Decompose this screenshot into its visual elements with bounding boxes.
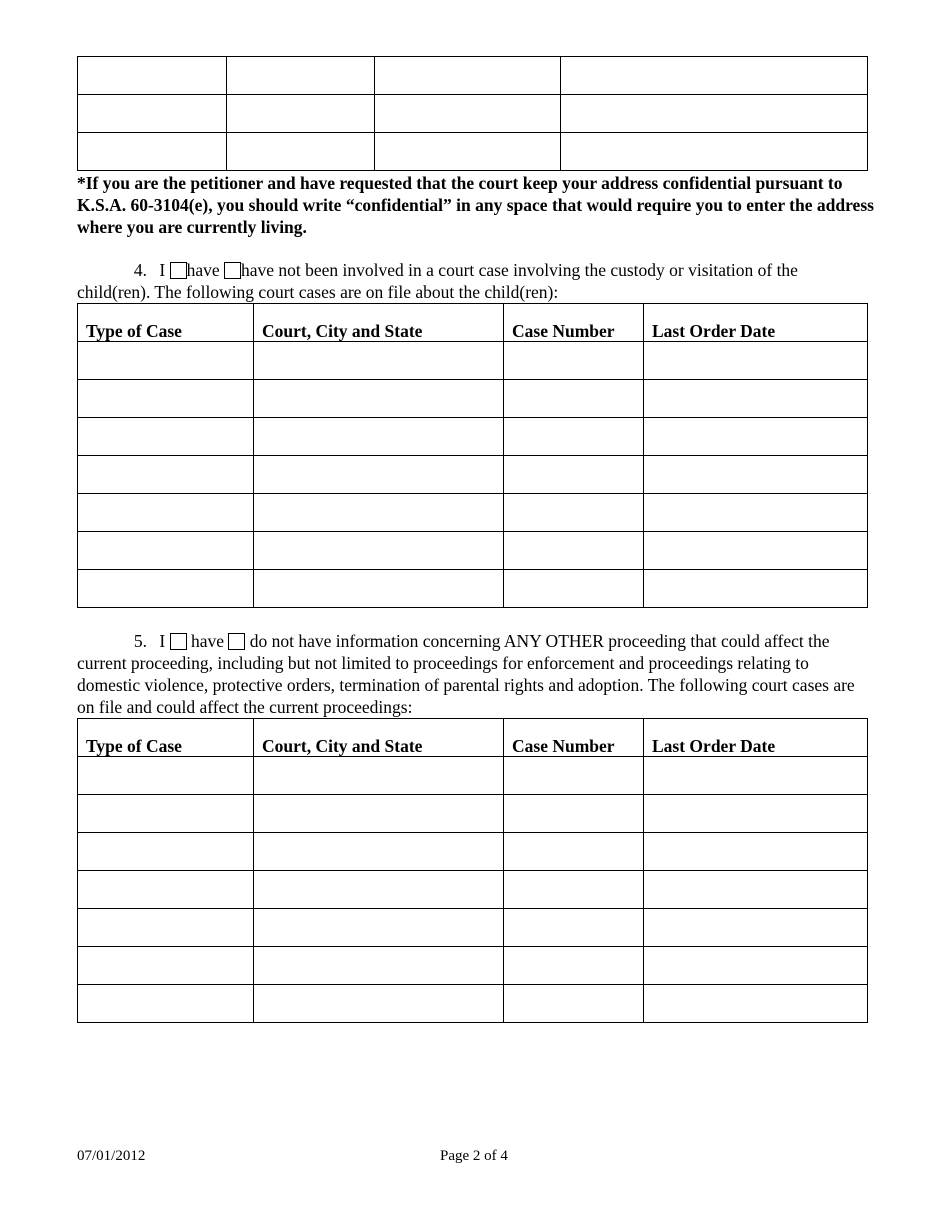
table-cell[interactable] bbox=[78, 342, 254, 380]
table-cell[interactable] bbox=[78, 985, 254, 1023]
table-row bbox=[78, 833, 868, 871]
table-row bbox=[78, 795, 868, 833]
header-case-number: Case Number bbox=[504, 719, 644, 757]
table-cell[interactable] bbox=[504, 757, 644, 795]
table-cell[interactable] bbox=[504, 570, 644, 608]
item-4-have-label: have bbox=[186, 260, 220, 280]
table-row bbox=[78, 985, 868, 1023]
confidential-address-note: *If you are the petitioner and have requested that the court keep your address confidential pursuant to K.S.A. 60-3104(e), you should write “confidential” in any space that would require you to enter the address where you are currently living. bbox=[77, 173, 874, 237]
table-header-row bbox=[78, 304, 868, 342]
table-cell[interactable] bbox=[78, 757, 254, 795]
table-cell[interactable] bbox=[78, 133, 227, 171]
table-cell[interactable] bbox=[78, 795, 254, 833]
table-cell[interactable] bbox=[504, 871, 644, 909]
item-4-paragraph bbox=[77, 259, 867, 303]
table-cell[interactable] bbox=[644, 456, 868, 494]
table-row bbox=[78, 909, 868, 947]
court-cases-table-2 bbox=[77, 718, 868, 1023]
table-row bbox=[78, 757, 868, 795]
item-5-pronoun: I bbox=[159, 631, 166, 651]
table-row bbox=[78, 133, 868, 171]
table-cell[interactable] bbox=[254, 757, 504, 795]
item-4-have-not-text: have not been involved in a court case involving the custody or visitation of the child(ren). The following court cases are on file about the child(ren): bbox=[77, 260, 798, 302]
table-cell[interactable] bbox=[644, 833, 868, 871]
table-cell[interactable] bbox=[227, 57, 375, 95]
table-cell[interactable] bbox=[644, 532, 868, 570]
item-5-paragraph bbox=[77, 630, 867, 718]
table-cell[interactable] bbox=[561, 133, 868, 171]
table-row bbox=[78, 494, 868, 532]
table-cell[interactable] bbox=[227, 95, 375, 133]
item-4-pronoun: I bbox=[159, 260, 166, 280]
table-cell[interactable] bbox=[254, 380, 504, 418]
table-cell[interactable] bbox=[561, 95, 868, 133]
table-cell[interactable] bbox=[504, 947, 644, 985]
item-4-have-not-checkbox[interactable] bbox=[224, 262, 241, 279]
header-last-order-date: Last Order Date bbox=[644, 304, 868, 342]
table-cell[interactable] bbox=[254, 833, 504, 871]
item-4-have-checkbox[interactable] bbox=[170, 262, 187, 279]
top-table-body bbox=[78, 57, 868, 171]
header-last-order-date: Last Order Date bbox=[644, 719, 868, 757]
item-4-number: 4. bbox=[133, 260, 147, 280]
table-row bbox=[78, 57, 868, 95]
table-cell[interactable] bbox=[254, 532, 504, 570]
table-cell[interactable] bbox=[78, 418, 254, 456]
table-cell[interactable] bbox=[254, 418, 504, 456]
table-row bbox=[78, 570, 868, 608]
table-row bbox=[78, 380, 868, 418]
table-cell[interactable] bbox=[504, 795, 644, 833]
table-cell[interactable] bbox=[78, 532, 254, 570]
table-row bbox=[78, 871, 868, 909]
table-cell[interactable] bbox=[254, 985, 504, 1023]
table-cell[interactable] bbox=[504, 532, 644, 570]
table-cell[interactable] bbox=[644, 494, 868, 532]
table-cell[interactable] bbox=[78, 947, 254, 985]
table-cell[interactable] bbox=[644, 570, 868, 608]
table-cell[interactable] bbox=[227, 133, 375, 171]
table-cell[interactable] bbox=[561, 57, 868, 95]
item-5-have-label: have bbox=[190, 631, 224, 651]
table-cell[interactable] bbox=[254, 494, 504, 532]
table-cell[interactable] bbox=[78, 494, 254, 532]
table-cell[interactable] bbox=[375, 95, 561, 133]
table-row bbox=[78, 532, 868, 570]
table-cell[interactable] bbox=[644, 342, 868, 380]
table-cell[interactable] bbox=[504, 342, 644, 380]
table-cell[interactable] bbox=[78, 909, 254, 947]
table-cell[interactable] bbox=[644, 871, 868, 909]
header-case-number: Case Number bbox=[504, 304, 644, 342]
item-5-do-not-have-text: do not have information concerning ANY OTHER proceeding that could affect the current proceeding, including but not limited to proceedings for enforcement and proceedings relating to domestic violence, protective orders, termination of parental rights and adoption. The following court cases are on file and could affect the current proceedings: bbox=[77, 631, 855, 717]
table-cell[interactable] bbox=[254, 342, 504, 380]
top-info-table bbox=[77, 56, 868, 171]
table-cell[interactable] bbox=[504, 494, 644, 532]
table-cell[interactable] bbox=[504, 909, 644, 947]
header-type-of-case: Type of Case bbox=[78, 304, 254, 342]
table-row bbox=[78, 342, 868, 380]
table-cell[interactable] bbox=[644, 380, 868, 418]
footer-date: 07/01/2012 bbox=[77, 1148, 146, 1164]
table-cell[interactable] bbox=[504, 833, 644, 871]
header-court-city-state: Court, City and State bbox=[254, 719, 504, 757]
table-cell[interactable] bbox=[644, 985, 868, 1023]
court-cases-table-1 bbox=[77, 303, 868, 608]
table-cell[interactable] bbox=[375, 133, 561, 171]
footer-page-number: Page 2 of 4 bbox=[440, 1148, 508, 1164]
header-type-of-case: Type of Case bbox=[78, 719, 254, 757]
cases-table-1-body bbox=[78, 342, 868, 608]
table-cell[interactable] bbox=[78, 380, 254, 418]
table-cell[interactable] bbox=[78, 570, 254, 608]
table-cell[interactable] bbox=[78, 57, 227, 95]
table-cell[interactable] bbox=[78, 833, 254, 871]
item-5-have-checkbox[interactable] bbox=[170, 633, 187, 650]
header-court-city-state: Court, City and State bbox=[254, 304, 504, 342]
table-cell[interactable] bbox=[504, 380, 644, 418]
item-5-number: 5. bbox=[133, 631, 147, 651]
table-cell[interactable] bbox=[254, 795, 504, 833]
cases-table-2-body bbox=[78, 757, 868, 1023]
table-cell[interactable] bbox=[644, 909, 868, 947]
table-cell[interactable] bbox=[254, 456, 504, 494]
table-cell[interactable] bbox=[254, 947, 504, 985]
table-cell[interactable] bbox=[644, 947, 868, 985]
table-row bbox=[78, 418, 868, 456]
item-5-do-not-have-checkbox[interactable] bbox=[228, 633, 245, 650]
table-cell[interactable] bbox=[504, 985, 644, 1023]
table-cell[interactable] bbox=[504, 456, 644, 494]
table-cell[interactable] bbox=[644, 418, 868, 456]
table-row bbox=[78, 456, 868, 494]
table-cell[interactable] bbox=[254, 570, 504, 608]
table-cell[interactable] bbox=[254, 871, 504, 909]
table-row bbox=[78, 95, 868, 133]
table-cell[interactable] bbox=[504, 418, 644, 456]
table-cell[interactable] bbox=[254, 909, 504, 947]
table-cell[interactable] bbox=[375, 57, 561, 95]
table-header-row bbox=[78, 719, 868, 757]
table-cell[interactable] bbox=[644, 757, 868, 795]
table-cell[interactable] bbox=[644, 795, 868, 833]
table-row bbox=[78, 947, 868, 985]
table-cell[interactable] bbox=[78, 95, 227, 133]
table-cell[interactable] bbox=[78, 871, 254, 909]
table-cell[interactable] bbox=[78, 456, 254, 494]
